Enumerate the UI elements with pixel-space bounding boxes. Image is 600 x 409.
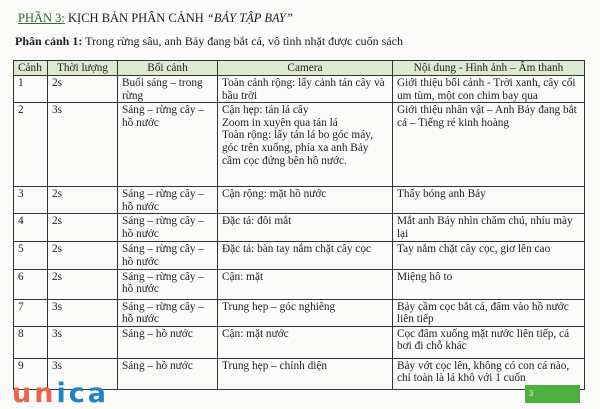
cell-content: Tay nắm chặt cây cọc, giơ lên cao xyxy=(393,242,585,269)
heading-quoted: “BẢY TẬP BAY” xyxy=(206,11,293,25)
cell-content: Bảy vớt cọc lên, không có con cá nào, chỉ toàn là lá khô với 1 cuốn xyxy=(393,358,585,389)
table-row xyxy=(14,299,585,326)
scene-line xyxy=(15,34,403,49)
cell-content: Giới thiệu bối cảnh - Trời xanh, cây cối um tùm, một con chim bay qua xyxy=(393,76,585,103)
cell-setting: Sáng – rừng cây – hồ nước xyxy=(118,269,218,299)
page-number: 3 xyxy=(525,385,580,403)
column-header: Camera xyxy=(218,61,393,76)
cell-camera: Đặc tả: bàn tay nắm chặt cây cọc xyxy=(218,242,393,269)
table-row xyxy=(14,76,585,103)
logo-part-1: un xyxy=(12,378,57,409)
table-header-row xyxy=(14,61,585,76)
cell-content: Giới thiệu nhân vật – Anh Bảy đang bắt cá – Tiếng ré kinh hoàng xyxy=(393,103,585,187)
cell-setting: Sáng – rừng cây – hồ nước xyxy=(118,299,218,326)
cell-camera: Cận hẹp: tán lá cây Zoom in xuyên qua tán lá Toàn rộng: lấy tán lá bo góc máy, góc trên xuống, phía xa anh Bảy cầm cọc đứng bên hồ nước. xyxy=(218,103,393,187)
cell-setting: Sáng – rừng cây – hồ nước xyxy=(118,242,218,269)
cell-setting: Sáng – rừng cây – hồ nước xyxy=(118,103,218,187)
cell-content: Cọc đâm xuống mặt nước liên tiếp, cá bơi đi chỗ khác xyxy=(393,326,585,358)
storyboard-table xyxy=(13,60,585,390)
table-row xyxy=(14,326,585,358)
cell-duration: 3s xyxy=(48,103,118,187)
cell-duration: 2s xyxy=(48,214,118,242)
cell-scene-number: 3 xyxy=(14,187,48,214)
cell-setting: Buổi sáng – trong rừng xyxy=(118,76,218,103)
cell-setting: Sáng – rừng cây – hồ nước xyxy=(118,214,218,242)
unica-logo xyxy=(12,378,109,409)
cell-setting: Sáng – hồ nước xyxy=(118,358,218,389)
cell-scene-number: 2 xyxy=(14,103,48,187)
cell-duration: 2s xyxy=(48,76,118,103)
logo-part-2: ica xyxy=(56,378,109,409)
cell-duration: 2s xyxy=(48,187,118,214)
cell-setting: Sáng – rừng cây – hồ nước xyxy=(118,187,218,214)
column-header: Cảnh xyxy=(14,61,48,76)
cell-camera: Đặc tả: đôi mắt xyxy=(218,214,393,242)
column-header: Thời lượng xyxy=(48,61,118,76)
cell-scene-number: 8 xyxy=(14,326,48,358)
cell-scene-number: 6 xyxy=(14,269,48,299)
cell-scene-number: 5 xyxy=(14,242,48,269)
column-header: Nội dung - Hình ảnh – Âm thanh xyxy=(393,61,585,76)
cell-duration: 3s xyxy=(48,358,118,389)
cell-duration: 2s xyxy=(48,242,118,269)
table-row xyxy=(14,103,585,187)
cell-scene-number: 1 xyxy=(14,76,48,103)
scene-text: Trong rừng sâu, anh Bảy đang bắt cá, vô tình nhặt được cuốn sách xyxy=(85,34,404,48)
cell-content: Mắt anh Bảy nhìn chăm chú, nhíu mày lại xyxy=(393,214,585,242)
heading-title: KỊCH BẢN PHÂN CẢNH xyxy=(68,11,204,25)
cell-camera: Cận: mặt xyxy=(218,269,393,299)
cell-camera: Toàn cảnh rộng: lấy cảnh tán cây và bầu trời xyxy=(218,76,393,103)
cell-camera: Cận: mặt nước xyxy=(218,326,393,358)
table-row xyxy=(14,187,585,214)
cell-camera: Cận rộng: mặt hồ nước xyxy=(218,187,393,214)
cell-camera: Trung hẹp – chính diện xyxy=(218,358,393,389)
cell-content: Bảy cầm cọc bắt cá, đâm vào hồ nước liên tiếp xyxy=(393,299,585,326)
cell-duration: 3s xyxy=(48,299,118,326)
cell-scene-number: 4 xyxy=(14,214,48,242)
cell-duration: 3s xyxy=(48,326,118,358)
cell-duration: 2s xyxy=(48,269,118,299)
column-header: Bối cảnh xyxy=(118,61,218,76)
cell-camera: Trung hẹp – góc nghiêng xyxy=(218,299,393,326)
scene-label: Phân cảnh 1: xyxy=(15,34,83,48)
cell-content: Miệng hô to xyxy=(393,269,585,299)
table-row xyxy=(14,242,585,269)
table-row xyxy=(14,269,585,299)
cell-scene-number: 7 xyxy=(14,299,48,326)
cell-content: Thấy bóng anh Bảy xyxy=(393,187,585,214)
section-heading xyxy=(18,11,293,26)
part-label: PHẦN 3: xyxy=(18,11,65,25)
cell-scene-number: 9 xyxy=(14,358,48,389)
table-row xyxy=(14,214,585,242)
cell-setting: Sáng – hồ nước xyxy=(118,326,218,358)
